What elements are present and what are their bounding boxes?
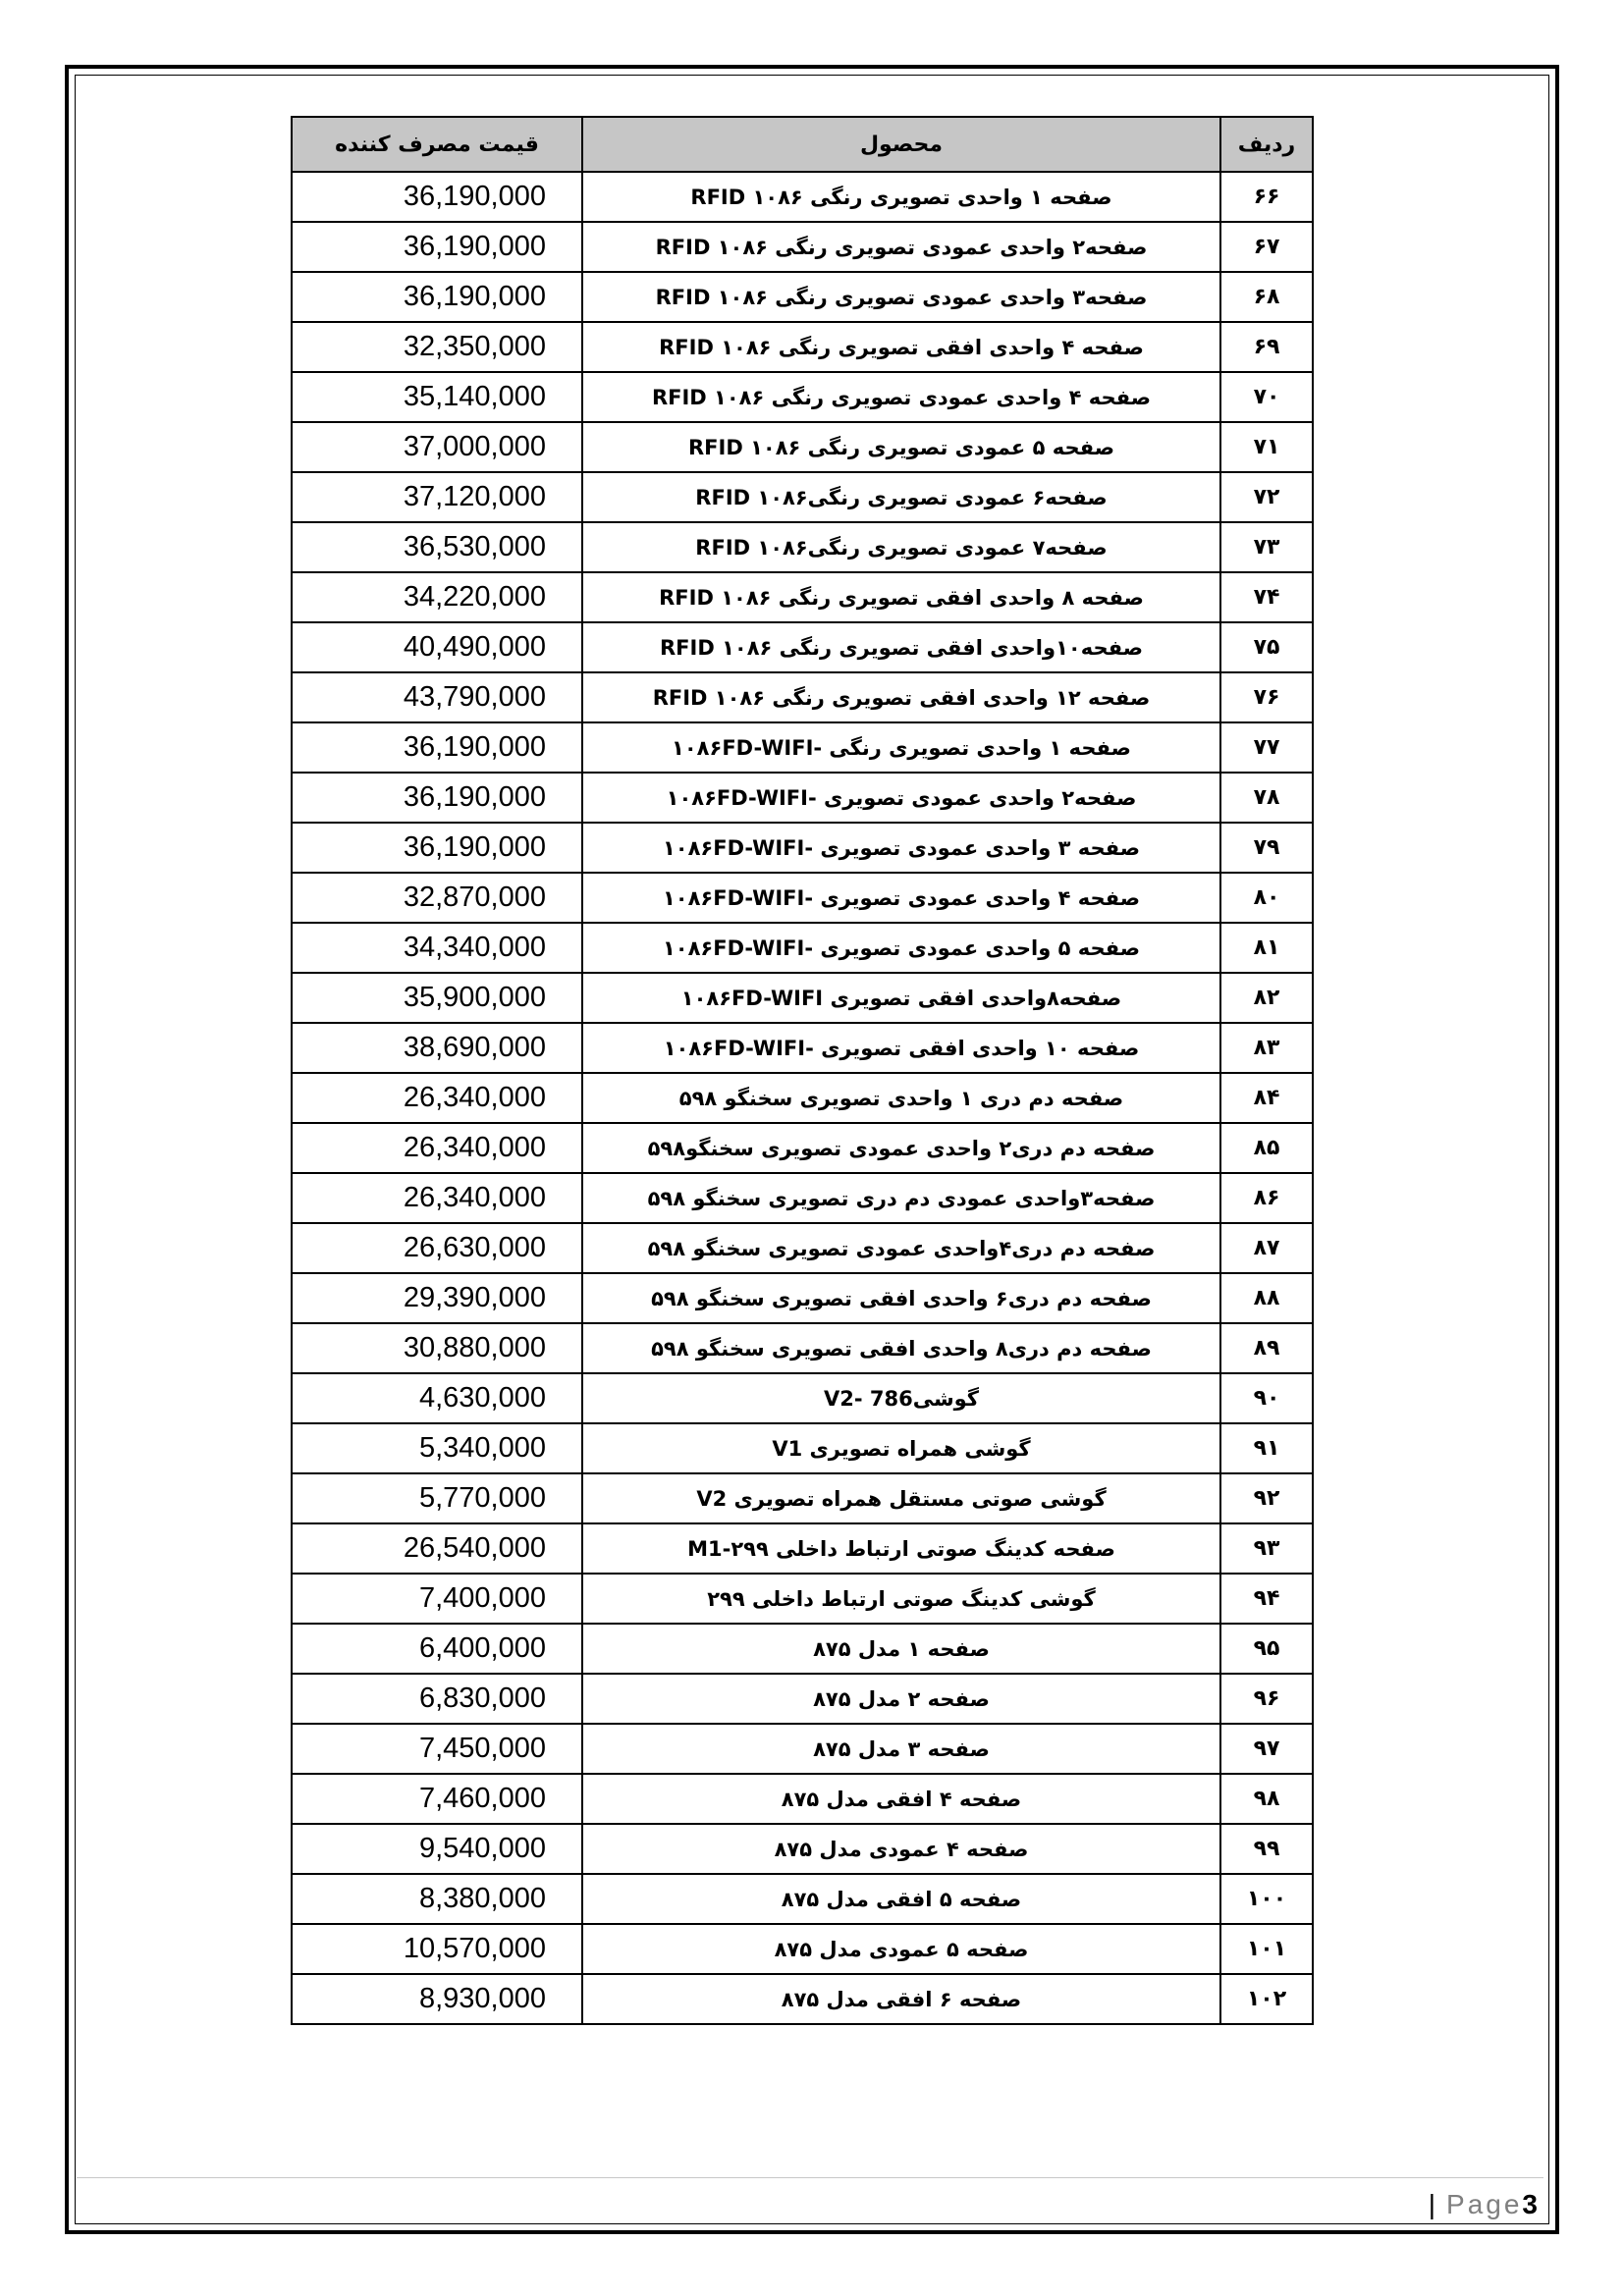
row-number-cell: ۹۰ xyxy=(1220,1373,1313,1423)
price-cell: 26,340,000 xyxy=(292,1073,582,1123)
table-row xyxy=(292,1373,1313,1423)
header-product: محصول xyxy=(582,117,1220,172)
row-number-cell: ۸۸ xyxy=(1220,1273,1313,1323)
product-cell: صفحه ۵ افقی مدل ۸۷۵ xyxy=(582,1874,1220,1924)
table-row xyxy=(292,722,1313,773)
price-cell: 6,400,000 xyxy=(292,1624,582,1674)
row-number-cell: ۶۹ xyxy=(1220,322,1313,372)
price-cell: 34,340,000 xyxy=(292,923,582,973)
price-cell: 40,490,000 xyxy=(292,622,582,672)
table-row xyxy=(292,372,1313,422)
row-number-cell: ۶۶ xyxy=(1220,172,1313,222)
price-cell: 5,770,000 xyxy=(292,1473,582,1523)
footer-separator: | xyxy=(1428,2189,1439,2219)
table-row xyxy=(292,1173,1313,1223)
table-row xyxy=(292,1674,1313,1724)
row-number-cell: ۹۸ xyxy=(1220,1774,1313,1824)
table-row xyxy=(292,1273,1313,1323)
product-cell: صفحه ۱۰ واحدی افقی تصویری -۱۰۸۶FD-WIFI xyxy=(582,1023,1220,1073)
price-cell: 36,190,000 xyxy=(292,773,582,823)
product-cell: صفحه دم دری۶ واحدی افقی تصویری سخنگو ۵۹۸ xyxy=(582,1273,1220,1323)
price-cell: 9,540,000 xyxy=(292,1824,582,1874)
row-number-cell: ۸۹ xyxy=(1220,1323,1313,1373)
table-row xyxy=(292,1123,1313,1173)
price-cell: 36,190,000 xyxy=(292,722,582,773)
price-cell: 7,400,000 xyxy=(292,1574,582,1624)
row-number-cell: ۹۲ xyxy=(1220,1473,1313,1523)
row-number-cell: ۱۰۱ xyxy=(1220,1924,1313,1974)
product-cell: صفحه ۱ واحدی تصویری رنگی -۱۰۸۶FD-WIFI xyxy=(582,722,1220,773)
footer-page-word: Page xyxy=(1446,2189,1523,2219)
table-row xyxy=(292,1473,1313,1523)
table-row xyxy=(292,1774,1313,1824)
row-number-cell: ۷۶ xyxy=(1220,672,1313,722)
price-cell: 7,460,000 xyxy=(292,1774,582,1824)
price-cell: 5,340,000 xyxy=(292,1423,582,1473)
product-cell: صفحه ۶ افقی مدل ۸۷۵ xyxy=(582,1974,1220,2024)
price-cell: 34,220,000 xyxy=(292,572,582,622)
product-cell: صفحه۳واحدی عمودی دم دری تصویری سخنگو ۵۹۸ xyxy=(582,1173,1220,1223)
table-body xyxy=(292,172,1313,2024)
row-number-cell: ۷۷ xyxy=(1220,722,1313,773)
product-cell: صفحه ۱ واحدی تصویری رنگی ۱۰۸۶ RFID xyxy=(582,172,1220,222)
row-number-cell: ۷۸ xyxy=(1220,773,1313,823)
row-number-cell: ۹۵ xyxy=(1220,1624,1313,1674)
row-number-cell: ۷۹ xyxy=(1220,823,1313,873)
row-number-cell: ۸۰ xyxy=(1220,873,1313,923)
table-row xyxy=(292,873,1313,923)
price-cell: 26,630,000 xyxy=(292,1223,582,1273)
row-number-cell: ۶۸ xyxy=(1220,272,1313,322)
price-cell: 4,630,000 xyxy=(292,1373,582,1423)
table-row xyxy=(292,272,1313,322)
price-cell: 36,190,000 xyxy=(292,823,582,873)
table-row xyxy=(292,1974,1313,2024)
price-cell: 36,190,000 xyxy=(292,172,582,222)
row-number-cell: ۹۳ xyxy=(1220,1523,1313,1574)
price-cell: 37,120,000 xyxy=(292,472,582,522)
price-cell: 8,380,000 xyxy=(292,1874,582,1924)
row-number-cell: ۹۱ xyxy=(1220,1423,1313,1473)
product-cell: صفحه ۴ واحدی عمودی تصویری -۱۰۸۶FD-WIFI xyxy=(582,873,1220,923)
row-number-cell: ۱۰۰ xyxy=(1220,1874,1313,1924)
product-cell: گوشی همراه تصویری V1 xyxy=(582,1423,1220,1473)
price-cell: 26,340,000 xyxy=(292,1173,582,1223)
table-row xyxy=(292,823,1313,873)
row-number-cell: ۷۴ xyxy=(1220,572,1313,622)
product-cell: صفحه کدینگ صوتی ارتباط داخلی ۲۹۹-M1 xyxy=(582,1523,1220,1574)
row-number-cell: ۸۵ xyxy=(1220,1123,1313,1173)
price-cell: 36,530,000 xyxy=(292,522,582,572)
table-row xyxy=(292,422,1313,472)
product-cell: گوشی786 -V2 xyxy=(582,1373,1220,1423)
product-cell: صفحه۱۰واحدی افقی تصویری رنگی ۱۰۸۶ RFID xyxy=(582,622,1220,672)
table-row xyxy=(292,973,1313,1023)
table-row xyxy=(292,622,1313,672)
table-row xyxy=(292,1223,1313,1273)
product-cell: صفحه ۳ مدل ۸۷۵ xyxy=(582,1724,1220,1774)
table-header-row xyxy=(292,117,1313,172)
table-row xyxy=(292,1574,1313,1624)
price-cell: 30,880,000 xyxy=(292,1323,582,1373)
product-cell: صفحه ۵ واحدی عمودی تصویری -۱۰۸۶FD-WIFI xyxy=(582,923,1220,973)
row-number-cell: ۷۰ xyxy=(1220,372,1313,422)
row-number-cell: ۹۷ xyxy=(1220,1724,1313,1774)
price-cell: 43,790,000 xyxy=(292,672,582,722)
price-cell: 37,000,000 xyxy=(292,422,582,472)
table-row xyxy=(292,1073,1313,1123)
row-number-cell: ۷۱ xyxy=(1220,422,1313,472)
product-cell: صفحه ۵ عمودی مدل ۸۷۵ xyxy=(582,1924,1220,1974)
row-number-cell: ۷۲ xyxy=(1220,472,1313,522)
table-row xyxy=(292,1924,1313,1974)
price-cell: 38,690,000 xyxy=(292,1023,582,1073)
header-price: قیمت مصرف کننده xyxy=(292,117,582,172)
product-cell: صفحه دم دری ۱ واحدی تصویری سخنگو ۵۹۸ xyxy=(582,1073,1220,1123)
row-number-cell: ۸۴ xyxy=(1220,1073,1313,1123)
table-row xyxy=(292,1874,1313,1924)
price-table xyxy=(291,116,1314,2025)
header-row-number: ردیف xyxy=(1220,117,1313,172)
product-cell: صفحه ۵ عمودی تصویری رنگی ۱۰۸۶ RFID xyxy=(582,422,1220,472)
product-cell: صفحه ۴ واحدی عمودی تصویری رنگی ۱۰۸۶ RFID xyxy=(582,372,1220,422)
product-cell: صفحه۸واحدی افقی تصویری ۱۰۸۶FD-WIFI xyxy=(582,973,1220,1023)
product-cell: صفحه ۳ واحدی عمودی تصویری -۱۰۸۶FD-WIFI xyxy=(582,823,1220,873)
table-row xyxy=(292,572,1313,622)
row-number-cell: ۹۹ xyxy=(1220,1824,1313,1874)
row-number-cell: ۸۷ xyxy=(1220,1223,1313,1273)
product-cell: گوشی صوتی مستقل همراه تصویری V2 xyxy=(582,1473,1220,1523)
table-row xyxy=(292,1824,1313,1874)
page-footer xyxy=(1429,2189,1538,2220)
table-row xyxy=(292,322,1313,372)
table-row xyxy=(292,1624,1313,1674)
price-cell: 36,190,000 xyxy=(292,272,582,322)
price-cell: 35,140,000 xyxy=(292,372,582,422)
row-number-cell: ۸۱ xyxy=(1220,923,1313,973)
row-number-cell: ۶۷ xyxy=(1220,222,1313,272)
table-row xyxy=(292,1724,1313,1774)
table-row xyxy=(292,1523,1313,1574)
footer-divider xyxy=(77,2177,1543,2178)
product-cell: صفحه دم دری۲ واحدی عمودی تصویری سخنگو۵۹۸ xyxy=(582,1123,1220,1173)
product-cell: صفحه دم دری۴واحدی عمودی تصویری سخنگو ۵۹۸ xyxy=(582,1223,1220,1273)
row-number-cell: ۸۲ xyxy=(1220,973,1313,1023)
table-row xyxy=(292,172,1313,222)
table-row xyxy=(292,773,1313,823)
price-cell: 26,340,000 xyxy=(292,1123,582,1173)
product-cell: صفحه۲ واحدی عمودی تصویری -۱۰۸۶FD-WIFI xyxy=(582,773,1220,823)
price-cell: 32,350,000 xyxy=(292,322,582,372)
row-number-cell: ۷۳ xyxy=(1220,522,1313,572)
page-number: 3 xyxy=(1522,2189,1538,2219)
table-row xyxy=(292,1423,1313,1473)
row-number-cell: ۸۳ xyxy=(1220,1023,1313,1073)
product-cell: صفحه۷ عمودی تصویری رنگی۱۰۸۶ RFID xyxy=(582,522,1220,572)
product-cell: صفحه ۱۲ واحدی افقی تصویری رنگی ۱۰۸۶ RFID xyxy=(582,672,1220,722)
price-cell: 26,540,000 xyxy=(292,1523,582,1574)
row-number-cell: ۹۴ xyxy=(1220,1574,1313,1624)
price-cell: 10,570,000 xyxy=(292,1924,582,1974)
table-row xyxy=(292,923,1313,973)
row-number-cell: ۹۶ xyxy=(1220,1674,1313,1724)
price-cell: 7,450,000 xyxy=(292,1724,582,1774)
row-number-cell: ۸۶ xyxy=(1220,1173,1313,1223)
price-cell: 35,900,000 xyxy=(292,973,582,1023)
price-cell: 8,930,000 xyxy=(292,1974,582,2024)
price-cell: 6,830,000 xyxy=(292,1674,582,1724)
price-cell: 29,390,000 xyxy=(292,1273,582,1323)
product-cell: صفحه۳ واحدی عمودی تصویری رنگی ۱۰۸۶ RFID xyxy=(582,272,1220,322)
product-cell: صفحه ۴ واحدی افقی تصویری رنگی ۱۰۸۶ RFID xyxy=(582,322,1220,372)
product-cell: صفحه دم دری۸ واحدی افقی تصویری سخنگو ۵۹۸ xyxy=(582,1323,1220,1373)
table-row xyxy=(292,1023,1313,1073)
row-number-cell: ۱۰۲ xyxy=(1220,1974,1313,2024)
table-row xyxy=(292,472,1313,522)
product-cell: گوشی کدینگ صوتی ارتباط داخلی ۲۹۹ xyxy=(582,1574,1220,1624)
table-row xyxy=(292,1323,1313,1373)
product-cell: صفحه ۸ واحدی افقی تصویری رنگی ۱۰۸۶ RFID xyxy=(582,572,1220,622)
product-cell: صفحه ۱ مدل ۸۷۵ xyxy=(582,1624,1220,1674)
row-number-cell: ۷۵ xyxy=(1220,622,1313,672)
product-cell: صفحه ۲ مدل ۸۷۵ xyxy=(582,1674,1220,1724)
product-cell: صفحه ۴ عمودی مدل ۸۷۵ xyxy=(582,1824,1220,1874)
table-row xyxy=(292,672,1313,722)
table-row xyxy=(292,222,1313,272)
price-cell: 32,870,000 xyxy=(292,873,582,923)
product-cell: صفحه۶ عمودی تصویری رنگی۱۰۸۶ RFID xyxy=(582,472,1220,522)
product-cell: صفحه ۴ افقی مدل ۸۷۵ xyxy=(582,1774,1220,1824)
price-cell: 36,190,000 xyxy=(292,222,582,272)
table-row xyxy=(292,522,1313,572)
product-cell: صفحه۲ واحدی عمودی تصویری رنگی ۱۰۸۶ RFID xyxy=(582,222,1220,272)
